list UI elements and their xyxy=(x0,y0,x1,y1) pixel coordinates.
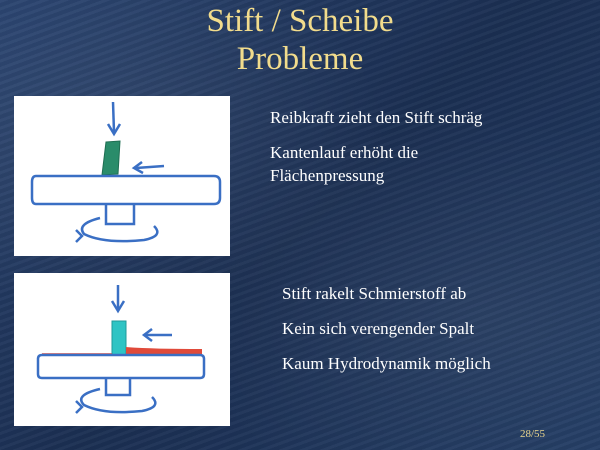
load-arrow-shaft xyxy=(113,102,114,132)
title-line-1: Stift / Scheibe xyxy=(206,3,394,39)
bullet-item: Kantenlauf erhöht die Flächenpressung xyxy=(270,143,419,185)
shaft xyxy=(106,378,130,395)
page-number: 28/55 xyxy=(520,428,546,440)
title-line-2: Probleme xyxy=(236,41,364,77)
bullet-item: Reibkraft zieht den Stift schräg xyxy=(270,108,483,127)
shaft xyxy=(106,204,134,224)
disc xyxy=(38,355,204,378)
friction-arrow-shaft xyxy=(136,166,164,168)
pin-scraping-drawing xyxy=(14,273,230,426)
bullet-list-bottom xyxy=(282,282,542,387)
bullet-item: Kaum Hydrodynamik möglich xyxy=(282,354,491,373)
pin xyxy=(112,321,126,355)
rotation-arrow-head xyxy=(76,230,82,242)
tilted-pin xyxy=(102,141,120,175)
bullet-item: Stift rakelt Schmierstoff ab xyxy=(282,284,467,303)
rotation-arrow xyxy=(82,218,157,241)
pin-tilt-drawing xyxy=(14,96,230,256)
slide-title xyxy=(0,2,600,78)
pin-tilt-sketch xyxy=(14,96,230,256)
bullet-item: Kein sich verengender Spalt xyxy=(282,319,475,338)
pin-scraping-sketch xyxy=(14,273,230,426)
rotation-arrow xyxy=(81,389,155,412)
bullet-list-top xyxy=(270,106,500,199)
disc xyxy=(32,176,220,204)
